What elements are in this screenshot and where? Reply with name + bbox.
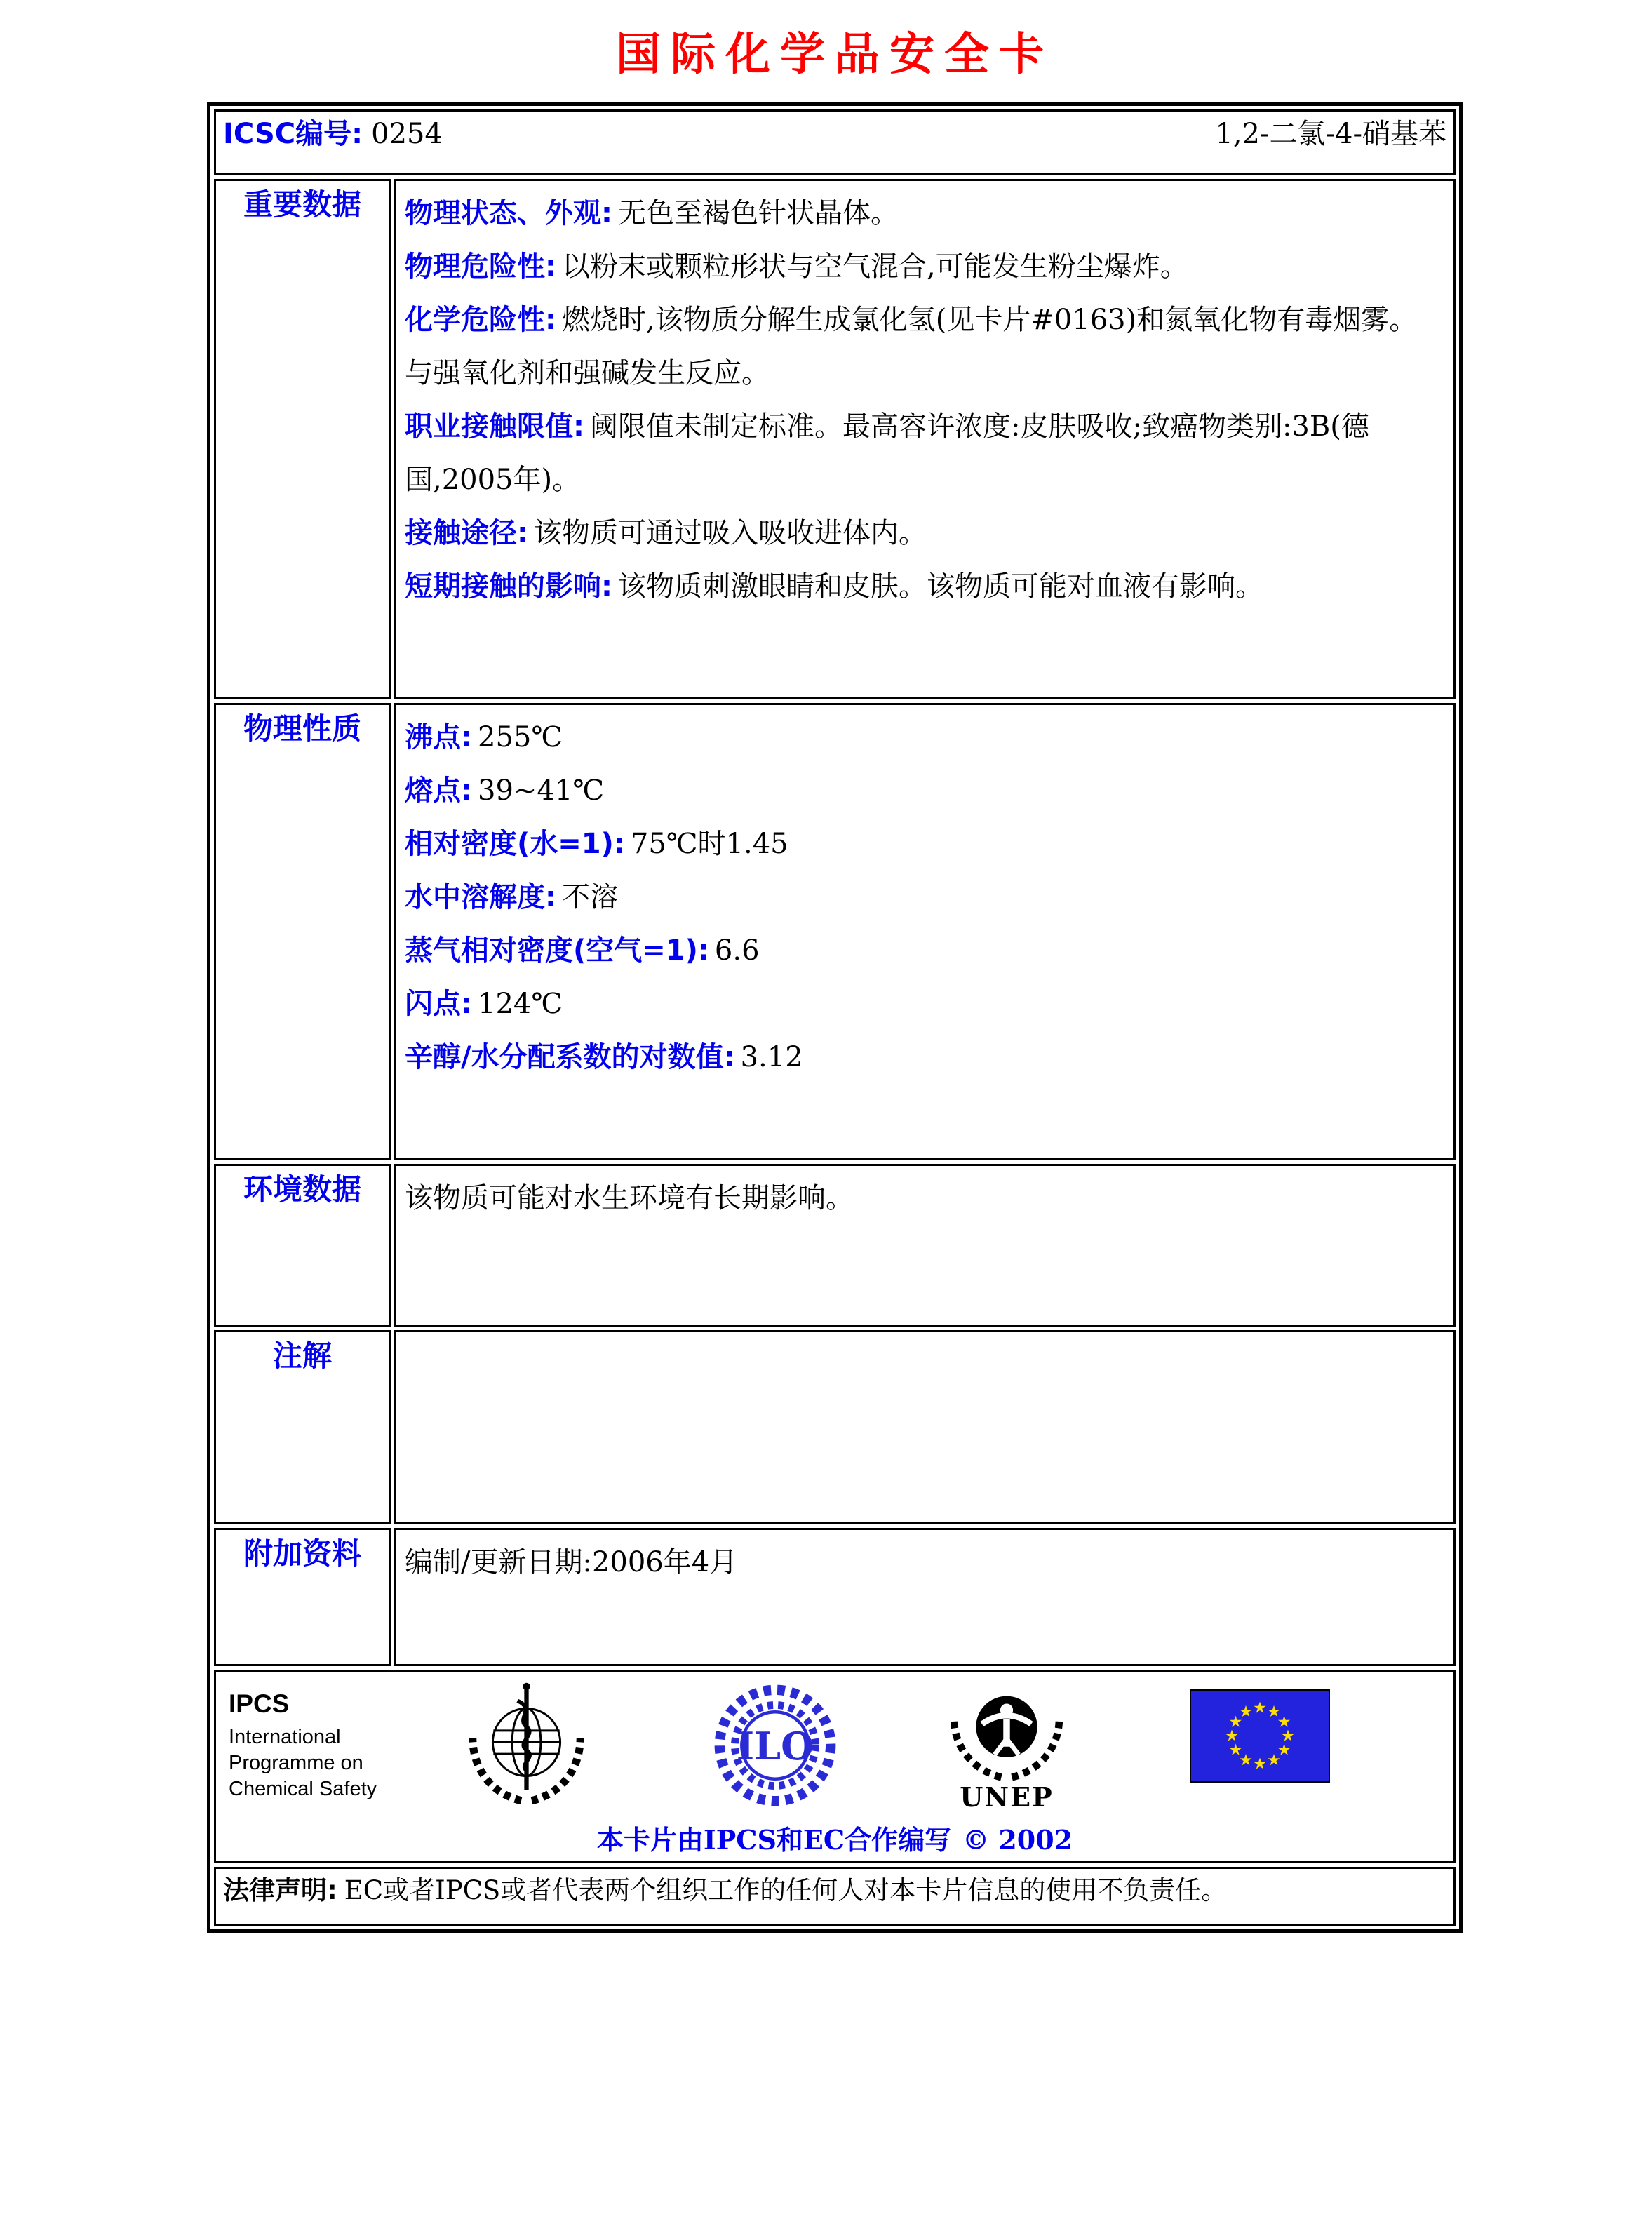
entry-label: 闪点: — [405, 988, 472, 1020]
section-label-additional: 附加资料 — [214, 1528, 391, 1666]
copyright-line — [216, 1818, 1453, 1857]
copyright-text: 本卡片由IPCS和EC合作编写 — [596, 1824, 952, 1856]
entry-label: 水中溶解度: — [405, 881, 556, 913]
entry-value: 不溶 — [562, 881, 618, 913]
icsc-card-table — [207, 102, 1463, 1933]
entry-value: 255℃ — [478, 721, 563, 753]
entry-label: 短期接触的影响: — [405, 570, 612, 603]
section-content-physical — [394, 703, 1456, 1160]
section-row-environment — [214, 1164, 1456, 1327]
ipcs-text-block — [229, 1689, 377, 1802]
icsc-number-value: 0254 — [371, 118, 443, 150]
entry — [405, 764, 1445, 817]
unep-emblem-icon — [940, 1679, 1073, 1783]
legal-notice-text: EC或者IPCS或者代表两个组织工作的任何人对本卡片信息的使用不负责任。 — [344, 1875, 1228, 1905]
section-content-environment — [394, 1164, 1456, 1327]
entry — [405, 507, 1445, 560]
entry-text: 燃烧时,该物质分解生成氯化氢(见卡片#0163)和氮氧化物有毒烟雾。与强氧化剂和强碱发生反应。 — [405, 304, 1418, 389]
section-row-additional — [214, 1528, 1456, 1666]
entry-text: 该物质刺激眼睛和皮肤。该物质可能对血液有影响。 — [618, 570, 1263, 603]
entry — [405, 560, 1445, 613]
entry-value: 75℃时1.45 — [630, 828, 788, 860]
eu-flag-icon — [1190, 1689, 1330, 1783]
entry — [405, 924, 1445, 977]
entry-label: 辛醇/水分配系数的对数值: — [405, 1041, 735, 1073]
entry — [405, 871, 1445, 924]
logos-row — [214, 1670, 1456, 1863]
section-row-important — [214, 179, 1456, 699]
entry-label: 物理状态、外观: — [405, 197, 612, 229]
entry — [405, 1031, 1445, 1084]
entry-value: 124℃ — [478, 988, 563, 1020]
section-row-notes — [214, 1330, 1456, 1524]
section-content-important — [394, 179, 1456, 699]
who-emblem-icon — [462, 1677, 591, 1807]
icsc-number-label: ICSC编号: — [223, 118, 363, 150]
entry — [405, 293, 1445, 400]
entry-label: 相对密度(水=1): — [405, 828, 625, 860]
entry — [405, 977, 1445, 1031]
entry — [405, 711, 1445, 764]
entry-label: 物理危险性: — [405, 250, 556, 283]
entry — [405, 817, 1445, 871]
ipcs-acronym: IPCS — [229, 1689, 290, 1718]
entry-text: 编制/更新日期:2006年4月 — [405, 1546, 738, 1578]
entry-label: 化学危险性: — [405, 304, 556, 336]
section-label-physical: 物理性质 — [214, 703, 391, 1160]
section-content-additional — [394, 1528, 1456, 1666]
unep-label: UNEP — [960, 1781, 1054, 1813]
legal-notice-label: 法律声明: — [223, 1875, 337, 1905]
entry-value: 39~41℃ — [478, 774, 605, 807]
section-content-notes — [394, 1330, 1456, 1524]
entry — [405, 240, 1445, 293]
copyright-year: © 2002 — [962, 1824, 1073, 1856]
section-label-important: 重要数据 — [214, 179, 391, 699]
ipcs-subtitle-line: Chemical Safety — [229, 1778, 377, 1800]
section-row-physical — [214, 703, 1456, 1160]
entry — [405, 400, 1445, 507]
entry-label: 蒸气相对密度(空气=1): — [405, 934, 709, 967]
entry-text: 该物质可通过吸入吸收进体内。 — [534, 517, 927, 549]
ipcs-subtitle-line: International — [229, 1726, 341, 1748]
ipcs-subtitle-line: Programme on — [229, 1752, 363, 1774]
entry — [405, 187, 1445, 240]
legal-row — [214, 1867, 1456, 1926]
entry-value: 3.12 — [740, 1041, 803, 1073]
section-label-notes: 注解 — [214, 1330, 391, 1524]
chemical-name: 1,2-二氯-4-硝基苯 — [1215, 118, 1446, 150]
entry-label: 职业接触限值: — [405, 410, 584, 443]
entry-text: 该物质可能对水生环境有长期影响。 — [405, 1182, 854, 1214]
entry-text: 无色至褐色针状晶体。 — [618, 197, 899, 229]
ilo-emblem-icon — [712, 1682, 838, 1809]
section-label-environment: 环境数据 — [214, 1164, 391, 1327]
entry-text: 阈限值未制定标准。最高容许浓度:皮肤吸收;致癌物类别:3B(德国,2005年)。 — [405, 410, 1369, 496]
ilo-letters: ILO — [736, 1723, 814, 1769]
entry-label: 接触途径: — [405, 517, 528, 549]
entry-label: 沸点: — [405, 721, 472, 753]
page-title: 国际化学品安全卡 — [616, 28, 1054, 81]
entry-text: 以粉末或颗粒形状与空气混合,可能发生粉尘爆炸。 — [562, 250, 1188, 283]
entry-value: 6.6 — [714, 934, 760, 967]
entry-label: 熔点: — [405, 774, 472, 807]
header-row — [214, 109, 1456, 175]
unep-logo-block — [940, 1679, 1073, 1813]
